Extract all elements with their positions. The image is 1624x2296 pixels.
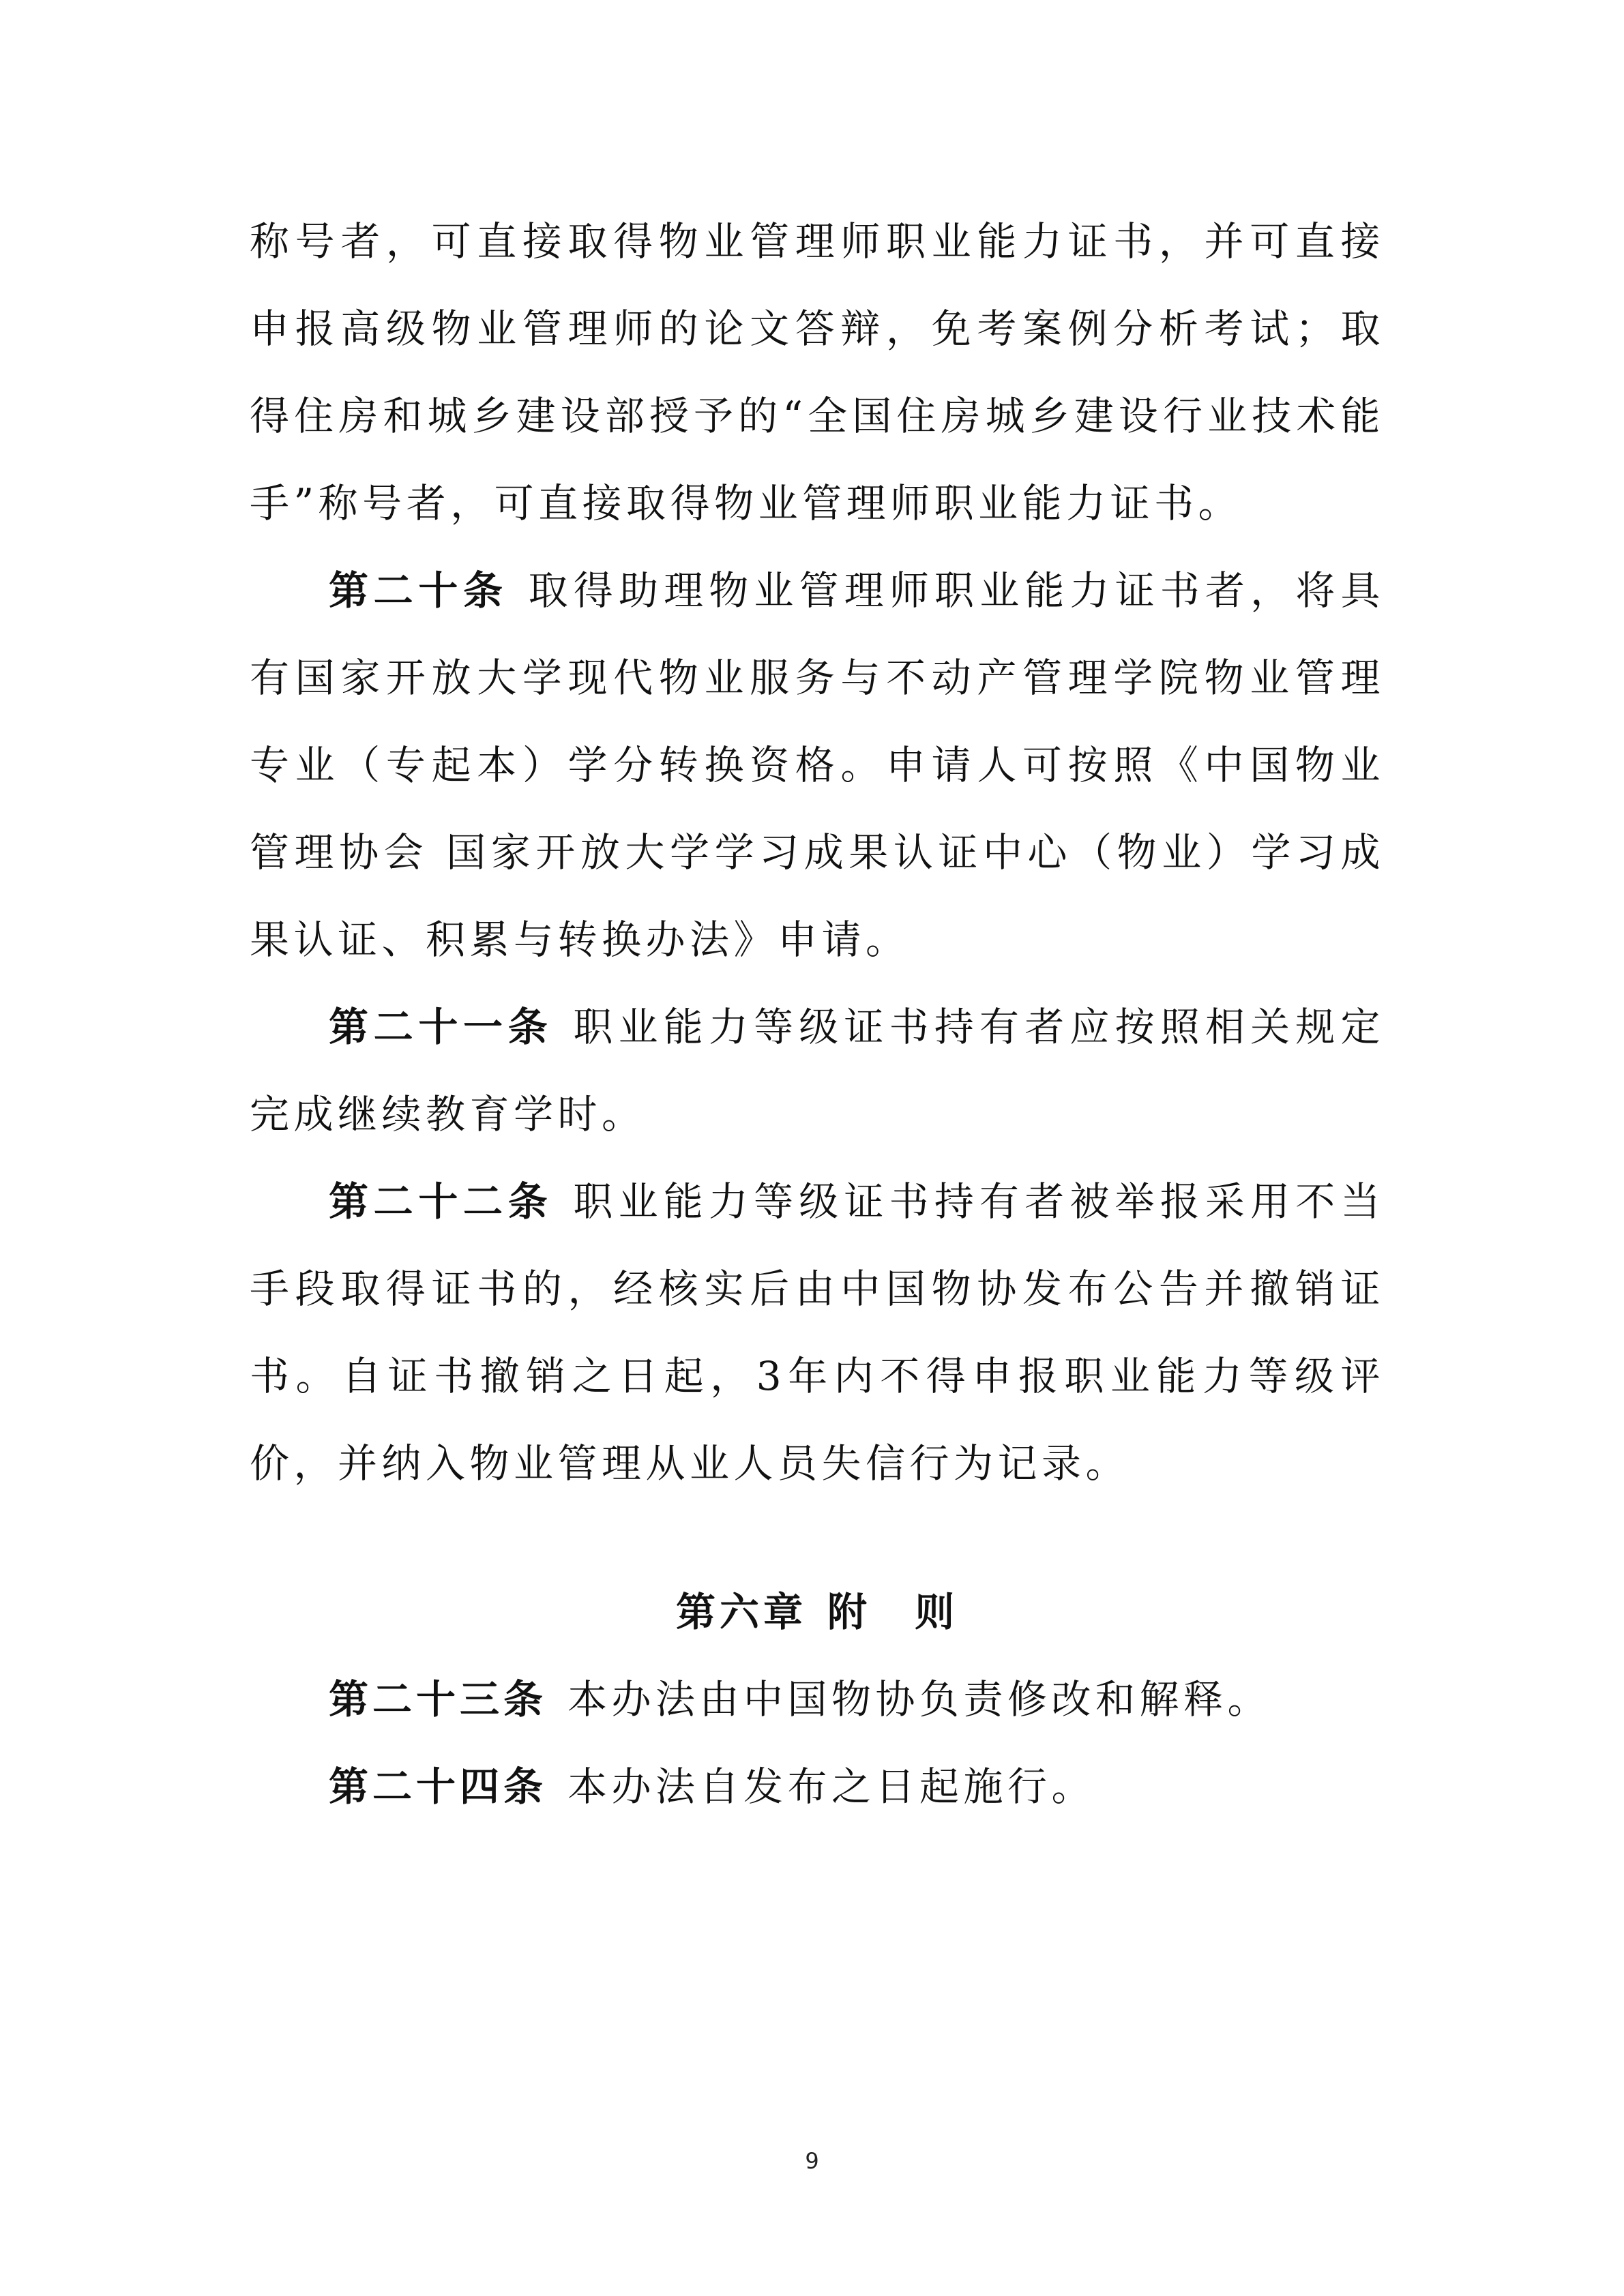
article-number: 第二十一条 bbox=[329, 1004, 553, 1050]
article-text: 取得助理物业管理师职业能力证书者，将具有国家开放大学现代物业服务与不动产管理学院物业管理专业（专起本）学分转换资格。申请人可按照《中国物业管理协会 国家开放大学学习成果认证中心（物业）学习成果认证、积累与转换办法》申请。 bbox=[250, 567, 1385, 963]
article-text: 本办法由中国物协负责修改和解释。 bbox=[567, 1676, 1272, 1723]
paragraph-text: 称号者，可直接取得物业管理师职业能力证书，并可直接申报高级物业管理师的论文答辩，免考案例分析考试；取得住房和城乡建设部授予的“全国住房城乡建设行业技术能手”称号者，可直接取得物业管理师职业能力证书。 bbox=[250, 218, 1385, 526]
article-24 bbox=[250, 1743, 1385, 1830]
page-number: 9 bbox=[805, 2148, 819, 2174]
article-text: 本办法自发布之日起施行。 bbox=[567, 1763, 1096, 1810]
chapter-heading bbox=[250, 1568, 1385, 1656]
article-number: 第二十四条 bbox=[329, 1763, 548, 1810]
article-number: 第二十三条 bbox=[329, 1676, 548, 1723]
paragraph-continuation bbox=[250, 198, 1385, 547]
article-number: 第二十二条 bbox=[329, 1178, 553, 1225]
article-20 bbox=[250, 547, 1385, 983]
article-23 bbox=[250, 1656, 1385, 1743]
article-21 bbox=[250, 983, 1385, 1158]
page-content bbox=[250, 198, 1385, 1830]
article-number: 第二十条 bbox=[329, 567, 508, 614]
article-text: 职业能力等级证书持有者应按照相关规定完成继续教育学时。 bbox=[250, 1004, 1385, 1137]
chapter-number: 第六章 bbox=[675, 1589, 807, 1635]
chapter-title-text: 附 则 bbox=[827, 1589, 959, 1635]
article-text: 职业能力等级证书持有者被举报采用不当手段取得证书的，经核实后由中国物协发布公告并撤销证书。自证书撤销之日起，3年内不得申报职业能力等级评价，并纳入物业管理从业人员失信行为记录。 bbox=[250, 1178, 1385, 1487]
article-22 bbox=[250, 1158, 1385, 1507]
